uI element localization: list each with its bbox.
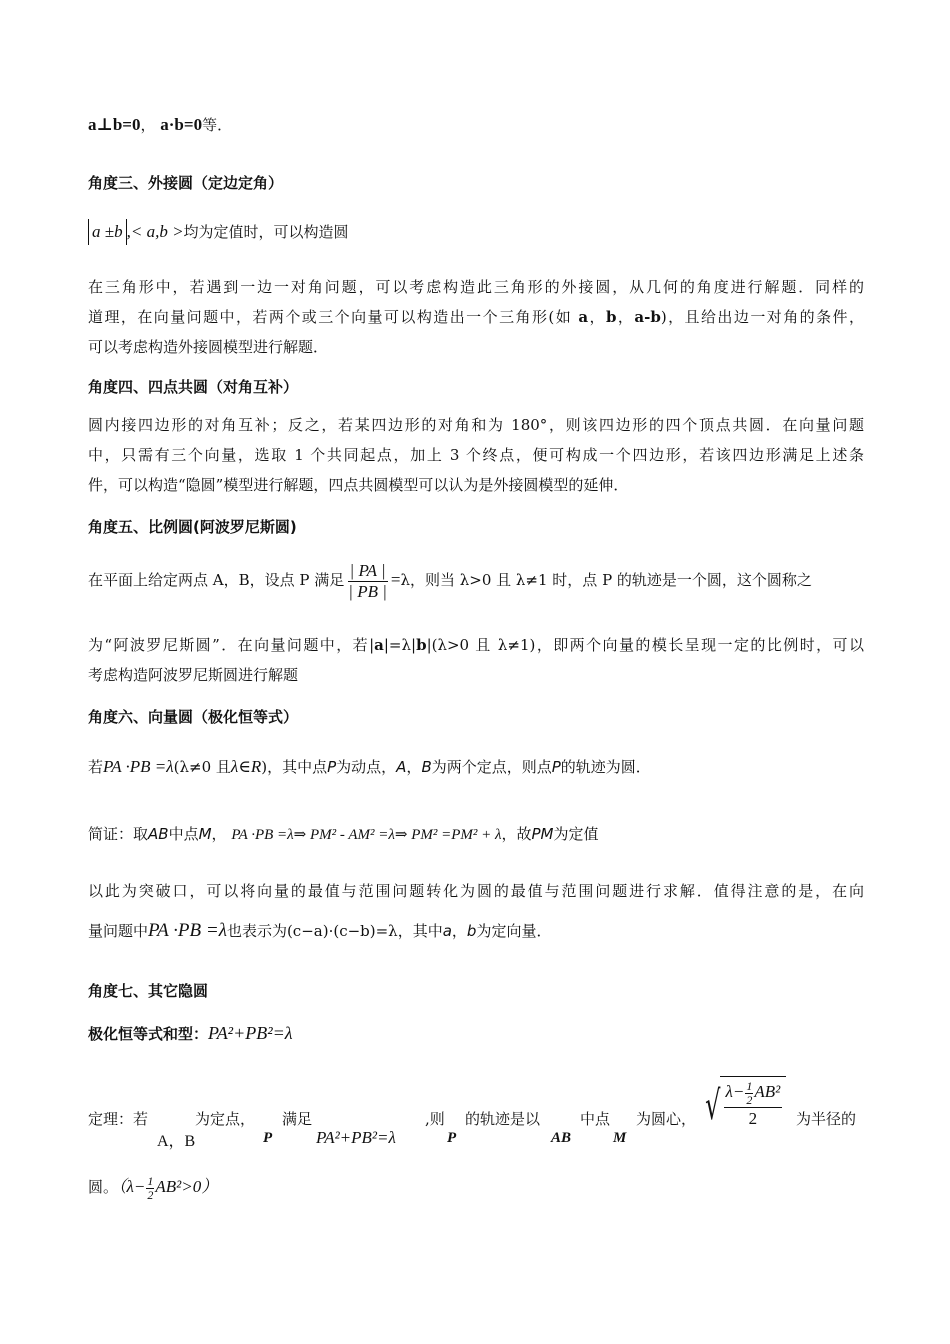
point-b: B <box>421 758 432 776</box>
text: 为“阿波罗尼斯圆”．在向量问题中，若| <box>88 636 375 654</box>
theorem-text: 的轨迹是以 <box>465 1110 541 1128</box>
separator: ， <box>140 116 156 134</box>
text: 为动点， <box>336 758 397 776</box>
half-fraction <box>745 1080 753 1107</box>
angle5-paragraph-line-3: 考虑构造阿波罗尼斯圆进行解题 <box>88 666 299 684</box>
vector-b: b <box>605 308 617 326</box>
angle6-line-1 <box>88 756 864 778</box>
half-fraction <box>146 1175 154 1202</box>
point-p: P <box>327 758 337 776</box>
theorem-text <box>88 1108 148 1129</box>
angle5-paragraph-line-1 <box>88 556 864 604</box>
sep: ， <box>211 825 227 843</box>
sqrt-denominator: 2 <box>748 1108 758 1128</box>
angle4-paragraph-line-3: 件，可以构造“隐圆”模型进行解题，四点共圆模型可以认为是外接圆模型的延伸． <box>88 476 629 494</box>
sep: ， <box>616 308 635 326</box>
heading-angle-6: 角度六、向量圆（极化恒等式） <box>88 708 299 726</box>
theorem-text: 满足 <box>282 1110 313 1128</box>
sep: ， <box>588 308 606 326</box>
vector-b: b <box>466 922 477 940</box>
angle3-condition-line <box>88 219 864 245</box>
segment-ab: AB <box>148 825 169 843</box>
theorem-expression: PA²+PB²=λ <box>316 1128 396 1147</box>
angle5-paragraph-line-2 <box>88 634 864 656</box>
dot-product-expression: PA ·PB =λ <box>148 920 227 941</box>
orthogonal-expression: a⊥b=0 <box>88 115 141 134</box>
sqrt-sign <box>700 1076 786 1136</box>
abs-sum-expression: a ±b <box>88 219 127 245</box>
sum-of-squares-expression: PA²+PB²=λ <box>208 1023 293 1043</box>
angle4-paragraph-line-2: 中，只需有三个向量，选取 1 个共同起点，加上 3 个终点，便可构成一个四边形，若该四边形满足上述条 <box>88 446 864 464</box>
text: 也表示为(c−a)·(c−b)=λ，其中 <box>226 922 443 940</box>
theorem-text: 为定点， <box>195 1110 256 1128</box>
point-p: P <box>263 1130 273 1146</box>
sep: ， <box>406 758 422 776</box>
text: 在平面上给定两点 A，B，设点 P 满足 <box>88 571 345 589</box>
text: 若 <box>88 758 104 776</box>
text: λ，则当 λ>0 且 λ≠1 时，点 P 的轨迹是一个圆，这个圆称之 <box>400 571 812 589</box>
ratio-fraction <box>346 561 389 602</box>
angle3-paragraph-line-2 <box>88 306 864 328</box>
segment-pm: PM <box>531 825 554 843</box>
vector-b: b <box>416 636 427 654</box>
vector-a-minus-b: a-b <box>634 308 661 326</box>
angle-expression: ,< a,b > <box>126 222 184 241</box>
text: 为两个定点，则点 <box>431 758 552 776</box>
theorem-text: 中点 <box>580 1110 611 1128</box>
text: AB²>0） <box>155 1177 219 1196</box>
sqrt-numerator <box>724 1079 783 1108</box>
radical-icon: √ <box>705 1083 721 1129</box>
point-p: P <box>551 758 561 776</box>
text: 为定值 <box>553 825 599 843</box>
sep: ， <box>451 922 467 940</box>
angle6-line-4 <box>88 920 864 942</box>
text: 定理：若 <box>88 1110 149 1128</box>
half-numerator: 1 <box>746 1078 753 1093</box>
half-denominator: 2 <box>147 1187 154 1202</box>
theorem-end-line <box>88 1172 864 1202</box>
angle3-paragraph-line-1: 在三角形中，若遇到一边一对角问题，可以考虑构造此三角形的外接圆，从几何的角度进行解题．同样的 <box>88 278 864 296</box>
angle4-paragraph-line-1: 圆内接四边形的对角互补；反之，若某四边形的对角和为 180°，则该四边形的四个顶点共圆．在向量问题 <box>88 416 864 434</box>
condition-text: 均为定值时，可以构造圆 <box>183 223 349 241</box>
fraction-denominator: | PB | <box>348 581 387 601</box>
angle7-subheading-line <box>88 1022 864 1045</box>
point-m: M <box>198 825 212 843</box>
orthogonal-condition-line <box>88 114 864 136</box>
dot-product-expression: a·b=0 <box>160 115 203 134</box>
text: (λ≠0 且 <box>173 758 231 776</box>
theorem-text: ,则 <box>425 1110 445 1128</box>
heading-angle-7: 角度七、其它隐圆 <box>88 982 209 1000</box>
angle6-line-2 <box>88 823 864 846</box>
derivation-expression: PA ·PB =λ⇒ PM² - AM² =λ⇒ PM² =PM² + λ <box>231 827 502 843</box>
subheading-label: 极化恒等式和型： <box>88 1025 209 1043</box>
text: 量问题中 <box>88 922 149 940</box>
text: 道理，在向量问题中，若两个或三个向量可以构造出一个三角形(如 <box>88 308 579 326</box>
angle6-line-3: 以此为突破口，可以将向量的最值与范围问题转化为圆的最值与范围问题进行求解．值得注意的是，在向 <box>88 882 864 900</box>
suffix-text: 等． <box>202 116 233 134</box>
text: |(λ>0 且 λ≠1)，即两个向量的模长呈现一定的比例时，可以 <box>426 636 864 654</box>
text: 圆。 <box>88 1178 119 1196</box>
half-numerator: 1 <box>147 1173 154 1188</box>
equals-sign: = <box>390 570 401 589</box>
heading-angle-3: 角度三、外接圆（定边定角） <box>88 174 284 192</box>
point-p: P <box>447 1130 457 1146</box>
theorem-points-ab: A，B <box>157 1133 196 1150</box>
theorem-text: 为半径的 <box>796 1110 857 1128</box>
ab-squared: AB² <box>754 1082 781 1101</box>
text: ，故 <box>501 825 532 843</box>
segment-ab: AB <box>551 1130 572 1146</box>
heading-angle-4: 角度四、四点共圆（对角互补） <box>88 378 299 396</box>
text: )，其中点 <box>261 758 328 776</box>
vector-a: a <box>374 636 384 654</box>
positivity-condition <box>118 1173 219 1202</box>
dot-product-expression: PA ·PB =λ <box>103 757 174 776</box>
text: （λ− <box>118 1177 146 1196</box>
text: 的轨迹为圆． <box>560 758 651 776</box>
fraction-numerator: | PA | <box>349 560 386 580</box>
lambda-in-r: λ∈R <box>230 757 262 776</box>
text: |=λ| <box>383 636 417 654</box>
point-a: A <box>396 758 407 776</box>
vector-a: a <box>578 308 589 326</box>
text: )，且给出边一对角的条件， <box>660 308 864 326</box>
lambda-minus: λ− <box>725 1082 745 1101</box>
sqrt-body <box>720 1076 787 1136</box>
radius-sqrt-expression <box>700 1076 786 1136</box>
heading-angle-5: 角度五、比例圆(阿波罗尼斯圆) <box>88 518 297 536</box>
half-denominator: 2 <box>746 1092 753 1107</box>
point-m: M <box>613 1130 627 1146</box>
text: 为定向量． <box>476 922 552 940</box>
text: 简证：取 <box>88 825 149 843</box>
text: 中点 <box>168 825 199 843</box>
theorem-text: 为圆心， <box>636 1110 697 1128</box>
vector-a: a <box>442 922 452 940</box>
angle3-paragraph-line-3: 可以考虑构造外接圆模型进行解题． <box>88 338 329 356</box>
